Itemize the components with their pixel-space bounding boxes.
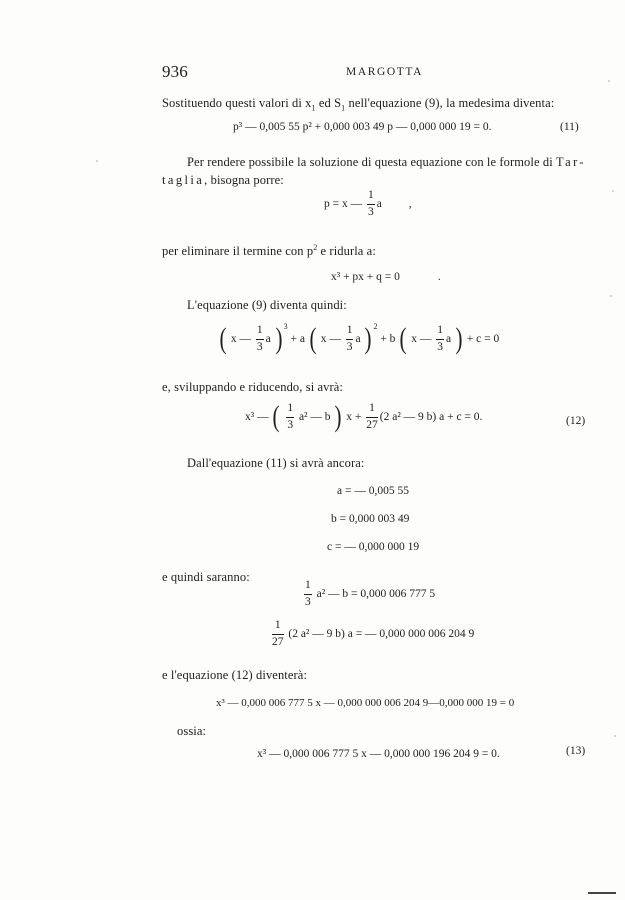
paragraph-2-line-1 xyxy=(187,155,586,170)
substitution-equation xyxy=(324,190,412,218)
equation-12 xyxy=(245,402,482,432)
eq12-paren-open: ( xyxy=(272,400,280,433)
paragraph-5: e, sviluppando e riducendo, si avrà: xyxy=(162,380,343,394)
paren-close-3: ) xyxy=(455,322,463,355)
value-a: a = — 0,005 55 xyxy=(337,485,409,497)
eq9-plus-a: + a xyxy=(290,333,305,345)
s1-fraction xyxy=(304,580,312,608)
p2-text: Per rendere possibile la soluzione di questa equazione con le formole di xyxy=(187,155,556,169)
p1-text-c: nell'equazione (9), la medesima diventa: xyxy=(345,96,555,110)
paren-open-2: ( xyxy=(309,322,317,355)
sub-fraction xyxy=(367,190,375,218)
scan-speck xyxy=(614,735,616,737)
p2-text-b: , bisogna porre: xyxy=(204,173,284,187)
scan-speck xyxy=(610,295,612,297)
paragraph-4: L'equazione (9) diventa quindi: xyxy=(187,298,347,312)
s1-tail: a² — b = 0,000 006 777 5 xyxy=(316,588,436,600)
value-b: b = 0,000 003 49 xyxy=(331,513,410,525)
equation-long: x³ — 0,000 006 777 5 x — 0,000 000 006 204 9—0,000 000 19 = 0 xyxy=(216,697,515,709)
eq12-tail: (2 a² — 9 b) a + c = 0. xyxy=(379,411,483,423)
equation-12-number: (12) xyxy=(566,415,586,427)
equation-11-number: (11) xyxy=(560,121,579,133)
eq9-frac-1-n: 1 xyxy=(256,325,264,340)
paren-open-1: ( xyxy=(219,322,227,355)
eq12-a2-minus-b: a² — b xyxy=(298,411,331,423)
s2-tail: (2 a² — 9 b) a = — 0,000 000 006 204 9 xyxy=(288,628,475,640)
eq12-frac-1-n: 1 xyxy=(286,403,294,418)
paragraph-9: ossia: xyxy=(177,724,207,738)
eq9-a-3: a xyxy=(445,333,452,345)
equation-13-number: (13) xyxy=(566,745,586,757)
eq12-frac-1-d: 3 xyxy=(287,418,294,431)
eq12-paren-close: ) xyxy=(334,400,342,433)
eq9-a-1: a xyxy=(265,333,271,345)
scan-edge-mark xyxy=(588,892,616,894)
p2-tartaglia-part-2: taglia xyxy=(162,173,205,187)
paragraph-1 xyxy=(162,96,554,113)
p3-superscript: 2 xyxy=(313,243,318,252)
derived-value-1 xyxy=(302,580,435,608)
eq9-frac-3-d: 3 xyxy=(437,340,443,353)
eq9-frac-3 xyxy=(436,325,444,353)
s1-frac-n: 1 xyxy=(304,580,312,595)
eq9-exponent-2: 2 xyxy=(373,322,378,331)
eq9-frac-2-n: 1 xyxy=(346,325,354,340)
eq9-frac-1 xyxy=(256,325,264,353)
scan-speck xyxy=(608,80,610,82)
eq12-frac-1 xyxy=(286,403,294,431)
paren-open-3: ( xyxy=(399,322,407,355)
paragraph-3 xyxy=(162,243,376,259)
eq9-tail: + c = 0 xyxy=(466,333,500,345)
p3-text: per eliminare il termine con p xyxy=(162,244,314,259)
paren-close-2: ) xyxy=(364,322,372,355)
eq9-a-2: a xyxy=(355,333,361,345)
p1-text-b: ed S xyxy=(315,96,342,110)
sub-frac-denominator: 3 xyxy=(368,205,374,218)
sub-frac-numerator: 1 xyxy=(367,190,375,205)
eq9-x-minus-1: x — xyxy=(230,333,251,345)
equation-9-substituted xyxy=(218,324,499,354)
eq12-lhs: x³ — xyxy=(245,411,269,423)
eq9-frac-2-d: 3 xyxy=(346,340,353,353)
eq12-frac-2 xyxy=(366,403,378,431)
reduced-equation xyxy=(331,271,441,283)
p1-subscript: 1 xyxy=(311,103,316,113)
equation-13: x³ — 0,000 006 777 5 x — 0,000 000 196 204 9 = 0. xyxy=(257,748,500,760)
reduced-eq-dot: . xyxy=(437,271,441,283)
sub-lhs: p = x — xyxy=(324,198,363,210)
s2-fraction xyxy=(272,620,284,648)
page-number: 936 xyxy=(162,62,188,81)
eq9-frac-1-d: 3 xyxy=(256,340,263,353)
s1-frac-d: 3 xyxy=(305,595,311,608)
p1-text: Sostituendo questi valori di x xyxy=(162,96,312,110)
running-title: MARGOTTA xyxy=(346,66,424,78)
paren-close-1: ) xyxy=(275,322,283,355)
eq9-plus-b: + b xyxy=(380,333,396,345)
paragraph-8: e l'equazione (12) diventerà: xyxy=(162,668,308,682)
eq9-x-minus-2: x — xyxy=(320,333,341,345)
reduced-eq-text: x³ + px + q = 0 xyxy=(331,271,400,283)
derived-value-2 xyxy=(270,620,474,648)
eq12-x-plus: x + xyxy=(346,411,362,423)
s2-frac-n: 1 xyxy=(272,620,284,635)
eq9-frac-2 xyxy=(346,325,354,353)
sub-tail: a xyxy=(376,198,382,210)
s2-frac-d: 27 xyxy=(272,635,284,648)
paragraph-2-line-2 xyxy=(162,173,284,188)
value-c: c = — 0,000 000 19 xyxy=(327,541,420,553)
eq9-x-minus-3: x — xyxy=(411,333,432,345)
eq9-exponent-3: 3 xyxy=(283,322,288,331)
p3-text-b: e ridurla a: xyxy=(317,244,376,259)
paragraph-6: Dall'equazione (11) si avrà ancora: xyxy=(187,456,365,470)
scan-speck xyxy=(612,190,614,192)
sub-comma: , xyxy=(408,198,412,210)
paragraph-7: e quindi saranno: xyxy=(162,570,250,584)
eq12-frac-2-d: 27 xyxy=(366,418,378,431)
eq9-frac-3-n: 1 xyxy=(436,325,444,340)
scan-speck xyxy=(96,160,98,162)
p2-tartaglia-part-1: Tar- xyxy=(556,155,586,169)
equation-11: p³ — 0,005 55 p² + 0,000 003 49 p — 0,000 000 19 = 0. xyxy=(233,121,492,133)
p1-subscript-2: 1 xyxy=(341,103,346,113)
eq12-frac-2-n: 1 xyxy=(366,403,378,418)
